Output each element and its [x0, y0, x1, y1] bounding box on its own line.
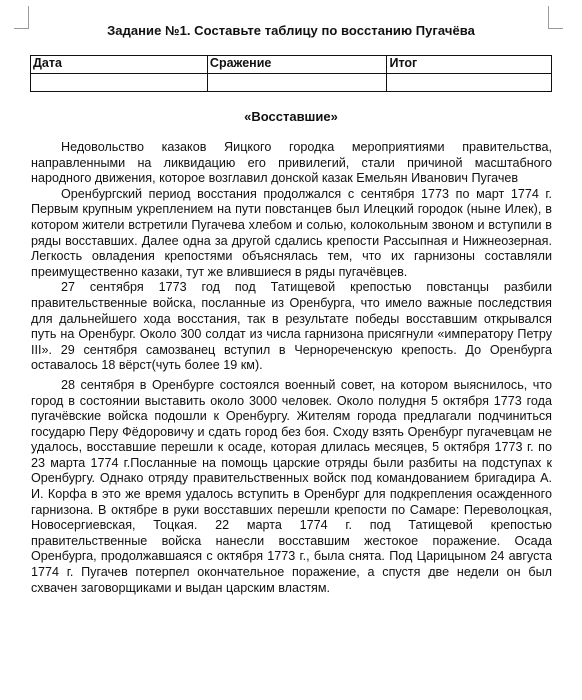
table-row — [31, 74, 552, 92]
paragraph: Недовольство казаков Яицкого городка мероприятиями правительства, направленными на ликвидацию его привилегий, стали причиной масштабного народного движения, которое возглавил донской казак Емельян Иванович Пугачев — [31, 140, 552, 186]
task-title: Задание №1. Составьте таблицу по восстанию Пугачёва — [107, 23, 475, 38]
paragraph: Оренбургский период восстания продолжался с сентября 1773 по март 1774 г. Первым крупным укреплением на пути повстанцев был Илецкий городок (ныне Илек), в котором жители встретили Пугачева хлебом и солью, колокольным звоном и вступили в ряды восставших. Далее одна за другой сдались крепости Рассыпная и Нижнеозерная. Легкость овладения крепостями объяснялась тем, что их гарнизоны составляли преимущественно казаки, тут же влившиеся в ряды пугачёвцев. — [31, 186, 552, 279]
table-cell[interactable] — [31, 74, 208, 92]
text-body — [31, 140, 552, 596]
task-table — [30, 55, 552, 92]
paragraph: 27 сентября 1773 год под Татищевой крепостью повстанцы разбили правительственные войска, посланные из Оренбурга, что имело важные последствия для дальнейшего хода восстания, так в результате победы восставшим открывался путь на Оренбург. Около 300 солдат из числа гарнизона присягнули «императору Петру III». 29 сентября самозванец вступил в Чернореченскую крепость. До Оренбурга оставалось 18 вёрст(чуть более 19 км). — [31, 280, 552, 373]
table-cell[interactable] — [387, 74, 552, 92]
paragraph: 28 сентября в Оренбурге состоялся военный совет, на котором выяснилось, что город в состоянии выставить около 3000 человек. Около полудня 5 октября 1773 года пугачёвские войска подошли к Оренбургу. Жителям города предлагали подчиниться государю Перу Фёдоровичу и сдать город без боя. Сходу взять Оренбург пугачевцам не удалось, восставшие перешли к осаде, которая длилась месяцев, 5 октября 1773 г. по 23 марта 1774 г.Посланные на помощь царские отряды были разбиты на подступах к Оренбургу. Однако отряду правительственных войск под командованием бригадира А. И. Корфа в это же время удалось вступить в Оренбург для подкрепления осажденного гарнизона. В октябре в руки восставших перешли крепости по Самаре: Переволоцкая, Новосергиевская, Тоцкая. 22 марта 1774 г. под Татищевой крепостью правительственные войска нанесли восставшим жестокое поражение. Осада Оренбурга, продолжавшаяся с октября 1773 г., была снята. Под Царицыном 24 августа 1774 г. Пугачев потерпел окончательное поражение, а спустя две недели он был схвачен заговорщиками и выдан царским властям. — [31, 377, 552, 595]
table-header-result: Итог — [387, 56, 552, 74]
section-title: «Восставшие» — [244, 109, 338, 124]
table-cell[interactable] — [207, 74, 387, 92]
table-header-date: Дата — [31, 56, 208, 74]
table-header-battle: Сражение — [207, 56, 387, 74]
table-header-row — [31, 56, 552, 74]
